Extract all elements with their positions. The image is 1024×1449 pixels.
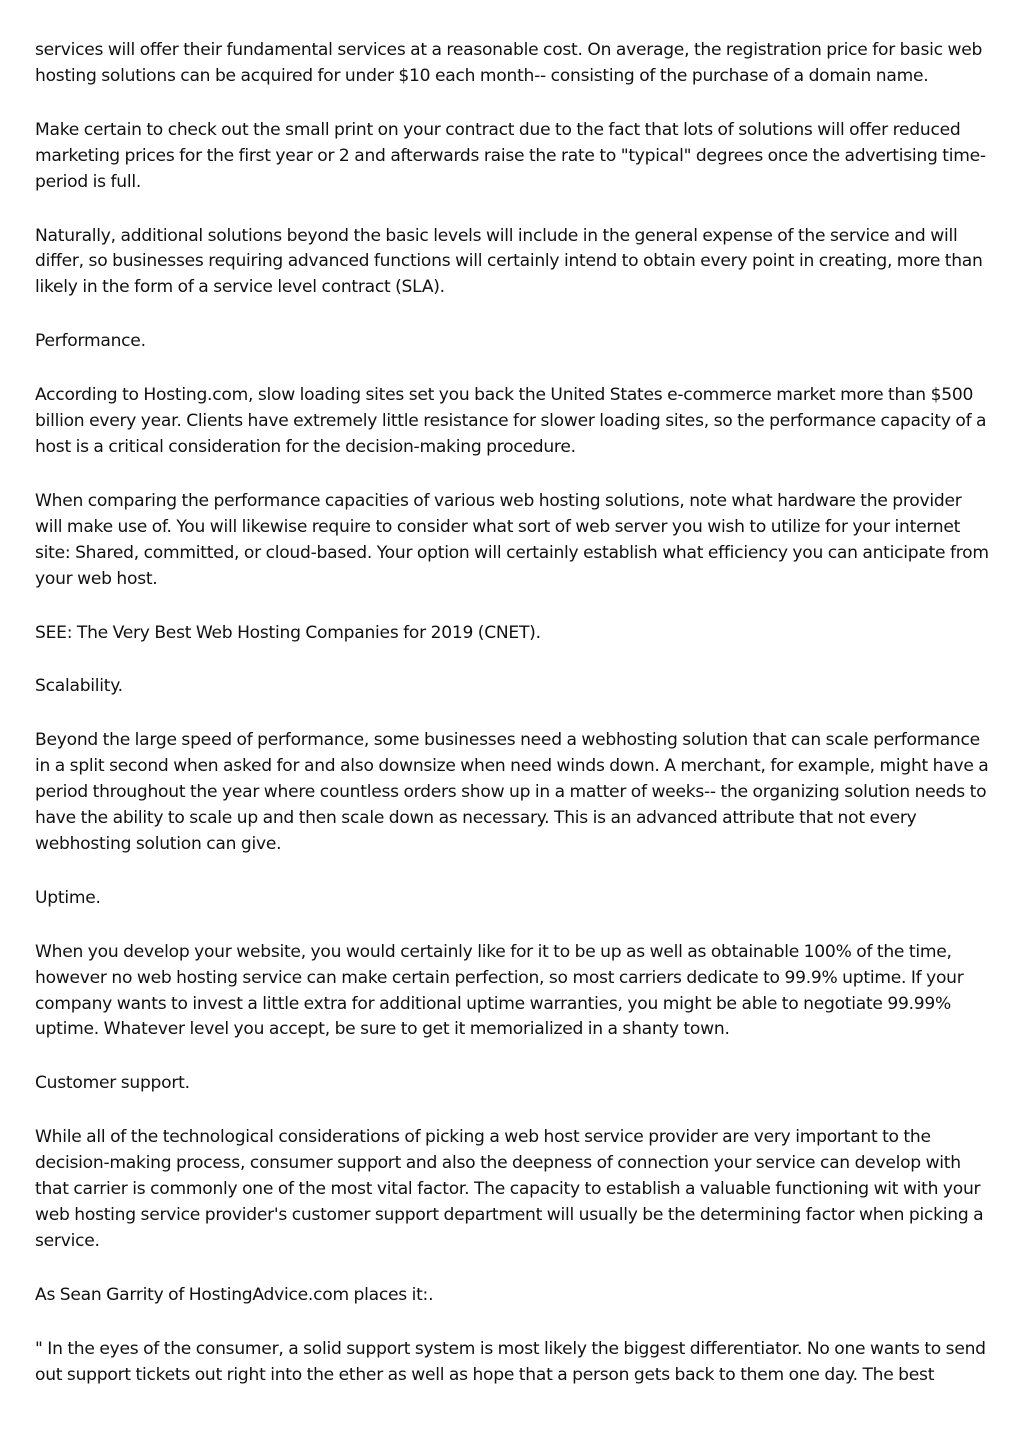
heading-performance: Performance. [35, 331, 146, 352]
paragraph-pricing-intro: services will offer their fundamental services at a reasonable cost. On average, the registration price for basic web hosting solutions can be acquired for under $10 each month-- consisting of the purchase of a domain name. [35, 40, 983, 86]
paragraph-contract-fine-print: Make certain to check out the small print on your contract due to the fact that lots of solutions will offer reduced marketing prices for the first year or 2 and afterwards raise the rate to "typical" degrees once the advertising time-period is full. [35, 119, 986, 192]
paragraph-quote-attribution: As Sean Garrity of HostingAdvice.com places it:. [35, 1284, 434, 1305]
heading-scalability: Scalability. [35, 676, 123, 697]
paragraph-quote: " In the eyes of the consumer, a solid support system is most likely the biggest differentiator. No one wants to send out support tickets out right into the ether as well as hope that a person gets back to them one day. The best [35, 1338, 986, 1385]
paragraph-customer-support: While all of the technological considerations of picking a web host service provider are very important to the decision-making process, consumer support and also the deepness of connection your service can develop with that carrier is commonly one of the most vital factor. The capacity to establish a valuable functioning wit with your web hosting service provider's customer support department will usually be the determining factor when picking a service. [35, 1127, 984, 1251]
heading-uptime: Uptime. [35, 887, 101, 908]
paragraph-uptime: When you develop your website, you would certainly like for it to be up as well as obtainable 100% of the time, however no web hosting service can make certain perfection, so most carriers dedicate to 99.9% uptime. If your company wants to invest a little extra for additional uptime warranties, you might be able to negotiate 99.99% uptime. Whatever level you accept, be sure to get it memorialized in a shanty town. [35, 941, 964, 1040]
paragraph-performance-capacities: When comparing the performance capacities of various web hosting solutions, note what hardware the provider will make use of. You will likewise require to consider what sort of web server you wish to utilize for your internet site: Shared, committed, or cloud-based. Your option will certainly establish what efficiency you can anticipate from your web host. [35, 490, 989, 589]
heading-customer-support: Customer support. [35, 1073, 190, 1094]
paragraph-slow-loading-sites: According to Hosting.com, slow loading sites set you back the United States e-commerce market more than $500 billion every year. Clients have extremely little resistance for slower loading sites, so the performance capacity of a host is a critical consideration for the decision-making procedure. [35, 385, 987, 457]
paragraph-scalability: Beyond the large speed of performance, some businesses need a webhosting solution that can scale performance in a split second when asked for and also downsize when need winds down. A merchant, for example, might have a period throughout the year where countless orders show up in a matter of weeks-- the organizing solution needs to have the ability to scale up and then scale down as necessary. This is an advanced attribute that not every webhosting solution can give. [35, 730, 989, 854]
paragraph-see-reference: SEE: The Very Best Web Hosting Companies for 2019 (CNET). [35, 622, 541, 643]
paragraph-additional-solutions: Naturally, additional solutions beyond the basic levels will include in the general expense of the service and will differ, so businesses requiring advanced functions will certainly intend to obtain every point in creating, more than likely in the form of a service level contract (SLA). [35, 225, 983, 298]
